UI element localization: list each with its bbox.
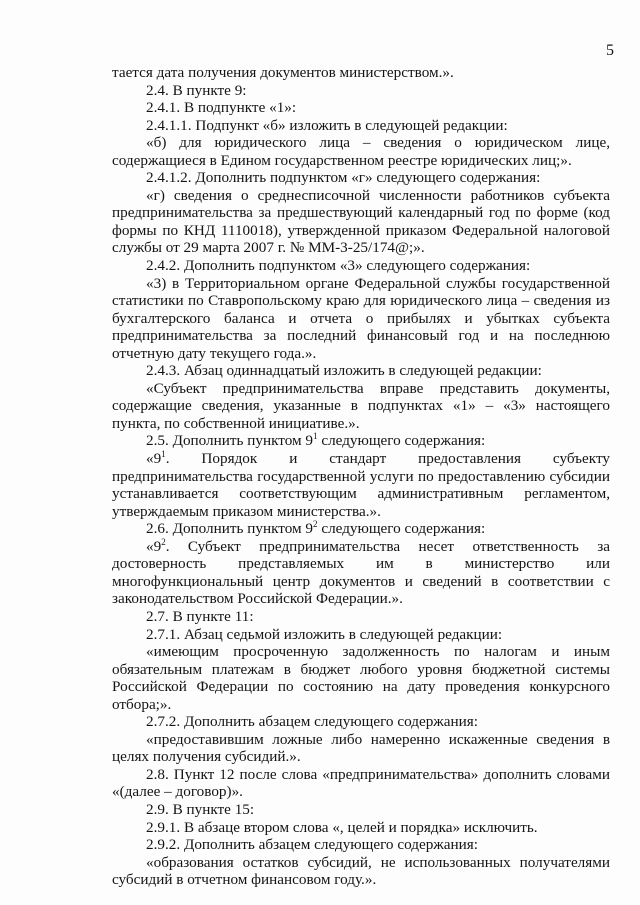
paragraph-quote-9-2: «$9^2$. Субъект предпринимательства несет ответственность за достоверность представляемых им в министерство или многофункциональный центр документов и сведений в соответствии с законодательством Российской Федерации.». — [112, 536, 610, 608]
paragraph-2-8: 2.8. Пункт 12 после слова «предпринимательства» дополнить словами «(далее – договор)». — [112, 765, 610, 801]
paragraph-2-5: 2.5. Дополнить пунктом $9^1$ следующего содержания: — [146, 431, 486, 450]
paragraph-2-4-1-1: 2.4.1.1. Подпункт «б» изложить в следующей редакции: — [146, 116, 508, 134]
paragraph-2-9-1: 2.9.1. В абзаце втором слова «, целей и порядка» исключить. — [146, 818, 538, 836]
paragraph-2-4-1: 2.4.1. В подпункте «1»: — [146, 99, 297, 117]
paragraph-2-7: 2.7. В пункте 11: — [146, 607, 254, 625]
paragraph-quote-subject-right: «Субъект предпринимательства вправе представить документы, содержащие сведения, указанные в подпунктах «1» – «3» настоящего пункта, по собственной инициативе.». — [112, 379, 610, 432]
paragraph-2-4-2: 2.4.2. Дополнить подпунктом «3» следующего содержания: — [146, 257, 531, 275]
paragraph-2-4-1-2: 2.4.1.2. Дополнить подпунктом «г» следующего содержания: — [146, 169, 541, 187]
paragraph-2-9: 2.9. В пункте 15: — [146, 800, 255, 818]
paragraph-quote-remaining-subsidies: «образования остатков субсидий, не использованных получателями субсидий в отчетном финансовом году.». — [112, 853, 610, 889]
paragraph-continuation: тается дата получения документов министерством.». — [112, 64, 454, 81]
paragraph-quote-9-1: «$9^1$. Порядок и стандарт предоставления субъекту предпринимательства государственной услуги по предоставлению субсидии устанавливается соответствующим административным регламентом, утверждаемым приказом министерства.». — [112, 449, 610, 520]
paragraph-quote-g: «г) сведения о среднесписочной численности работников субъекта предпринимательства за предшествующий календарный год по форме (код формы по КНД 1110018), утвержденной приказом Федеральной налоговой службы от 29 марта 2007 г. № ММ-3-25/174@;». — [112, 186, 610, 257]
paragraph-quote-overdue-debt: «имеющим просроченную задолженность по налогам и иным обязательным платежам в бюджет любого уровня бюджетной системы Российской Федерации по состоянию на дату проведения конкурсного отбора;». — [112, 643, 610, 713]
paragraph-2-4: 2.4. В пункте 9: — [146, 81, 247, 99]
paragraph-2-9-2: 2.9.2. Дополнить абзацем следующего содержания: — [146, 836, 478, 854]
paragraph-quote-false-info: «предоставившим ложные либо намеренно искаженные сведения в целях получения субсидий.». — [112, 730, 610, 766]
paragraph-2-4-3: 2.4.3. Абзац одиннадцатый изложить в следующей редакции: — [146, 362, 542, 380]
paragraph-2-7-1: 2.7.1. Абзац седьмой изложить в следующей редакции: — [146, 625, 503, 643]
document-body — [112, 64, 610, 889]
paragraph-quote-3: «3) в Территориальном органе Федеральной службы государственной статистики по Ставропольскому краю для юридического лица – сведения из бухгалтерского баланса и отчета о прибылях и убытках субъекта предпринимательства за последний финансовый год и на последнюю отчетную дату текущего года.». — [112, 274, 610, 362]
paragraph-2-7-2: 2.7.2. Дополнить абзацем следующего содержания: — [146, 713, 478, 731]
page-number: 5 — [606, 42, 614, 59]
paragraph-2-6: 2.6. Дополнить пунктом $9^2$ следующего содержания: — [146, 519, 486, 538]
paragraph-quote-b: «б) для юридического лица – сведения о юридическом лице, содержащиеся в Едином государственном реестре юридических лиц;». — [112, 134, 610, 169]
